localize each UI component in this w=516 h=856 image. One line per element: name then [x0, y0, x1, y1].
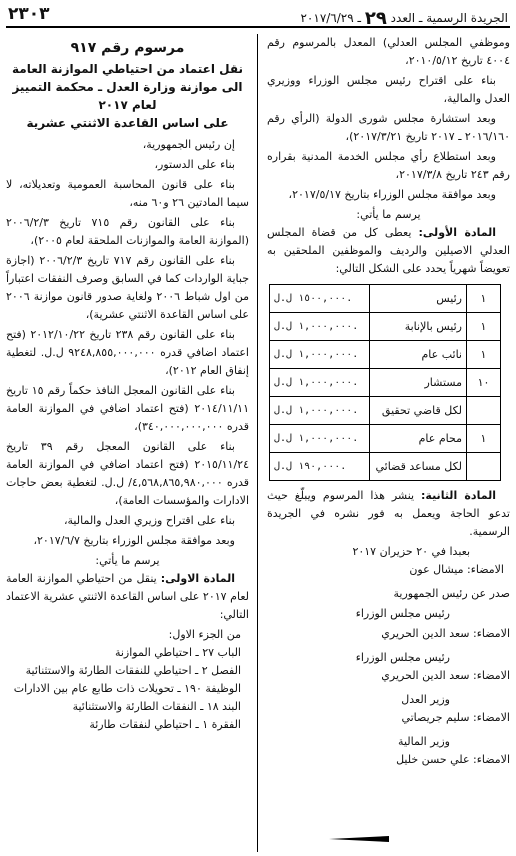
decree-title: مرسوم رقم ٩١٧ [70, 40, 185, 56]
journal-date: ـ ٢٠١٧/٦/٢٩ [300, 11, 362, 25]
article-1-label: المادة الأولى: [418, 226, 497, 239]
table-row [270, 341, 501, 369]
preamble-paragraph: بناء على قانون المحاسبة العمومية وتعديلاته، لا سيما المادتين ٢٦ و٦٠ منه، [6, 178, 249, 209]
table-cell-amount: ١,٠٠٠,٠٠٠ ل.ل. [270, 425, 370, 453]
issue-date-line: بعبدا في ٢٠ حزيران ٢٠١٧ [352, 545, 470, 558]
decree-subject-line: لعام ٢٠١٧ [98, 98, 157, 112]
pm-title: رئيس مجلس الوزراء [355, 607, 450, 620]
column-divider [257, 34, 258, 852]
preamble-paragraph: وبعد موافقة مجلس الوزراء بتاريخ ٢٠١٧/٦/٧، [33, 534, 235, 547]
finance-minister-title: وزير المالية [398, 735, 450, 748]
intro-paragraph: وبعد استطلاع رأي مجلس الخدمة المدنية بقراره رقم ٢٤٣ تاريخ ٢٠١٧/٣/٨، [267, 150, 510, 181]
table-cell-role: لكل قاضي تحقيق [370, 397, 467, 425]
table-cell-amount: ١٩٠,٠٠٠ ل.ل. [270, 453, 370, 481]
table-cell-count: ١ [467, 341, 501, 369]
appropriation-item: البند ١٨ ـ النفقات الطارئة والاستثنائية [72, 700, 241, 713]
preamble-paragraph: بناء على القانون رقم ٢٣٨ تاريخ ٢٠١٢/١٠/٢٢ (فتح اعتماد اضافي قدره ٩٢٤٨,٨٥٥,٠٠٠,٠٠٠ ل.ل. لتغطية إنفاق العام ٢٠١٢)، [6, 328, 249, 377]
table-cell-role: رئيس بالإنابة [370, 313, 467, 341]
table-cell-count: ١٠ [467, 369, 501, 397]
article-1 [267, 224, 510, 278]
table-row [270, 453, 501, 481]
article-2-label: المادة الثانية: [421, 489, 496, 502]
table-cell-role: لكل مساعد قضائي [370, 453, 467, 481]
decree-subject-line: الى موازنة وزارة العدل ـ محكمة التمييز [12, 80, 243, 94]
preamble-paragraph: بناء على القانون رقم ٧١٧ تاريخ ٢٠٠٦/٢/٣ (اجازة جباية الواردات كما في السابق وصرف النفقات اعتباراً من اول شباط ٢٠٠٦ ولغاية صدور قانون موازنة ٢٠٠٦ على اساس القاعدة الاثنتي عشرية)، [6, 254, 249, 321]
table-cell-role: رئيس [370, 285, 467, 313]
signature-justice-minister: الامضاء: سليم جريصاتي [401, 711, 510, 724]
table-cell-count: ١ [467, 313, 501, 341]
end-of-decree-mark [329, 836, 389, 842]
table-cell-count: ١ [467, 425, 501, 453]
table-cell-role: نائب عام [370, 341, 467, 369]
table-row [270, 369, 501, 397]
decrees-label: يرسم ما يأتي: [95, 554, 160, 567]
preamble-paragraph: بناء على القانون المعجل النافذ حكماً رقم ١٥ تاريخ ٢٠١٤/١١/١١ (فتح اعتماد اضافي في الموازنة العامة قدره ٣٤٠,٠٠٠,٠٠٠,٠٠٠)، [6, 384, 249, 433]
preamble-paragraph: بناء على القانون المعجل رقم ٣٩ تاريخ ٢٠١٥/١١/٢٤ (فتح اعتماد اضافي في الموازنة العامة قدره ٤,٥٦٨,٨٦٥,٩٨٠,٠٠٠/ ل.ل. لتغطية بعض حاجات الادارات والمؤسسات العامة)، [6, 440, 249, 507]
table-cell-count [467, 453, 501, 481]
compensation-table [269, 284, 501, 481]
table-cell-amount: ١,٠٠٠,٠٠٠ ل.ل. [270, 397, 370, 425]
decree-subject-line: نقل اعتماد من احتياطي الموازنة العامة [12, 62, 243, 76]
table-cell-amount: ١,٠٠٠,٠٠٠ ل.ل. [270, 313, 370, 341]
table-cell-amount: ١,٠٠٠,٠٠٠ ل.ل. [270, 341, 370, 369]
signature-president: الامضاء: ميشال عون [409, 563, 504, 576]
table-row [270, 285, 501, 313]
table-row [270, 397, 501, 425]
appropriation-item: الباب ٢٧ ـ احتياطي الموازنة [114, 646, 241, 659]
intro-paragraph: وموظفي المجلس العدلي) المعدل بالمرسوم رقم ٤٠٠٤ تاريخ ٢٠١٠/٥/١٢، [267, 36, 510, 67]
table-cell-amount: ١,٠٠٠,٠٠٠ ل.ل. [270, 369, 370, 397]
table-cell-role: مستشار [370, 369, 467, 397]
article-1 [6, 570, 249, 624]
table-cell-count [467, 397, 501, 425]
decree-subject-line: على اساس القاعدة الاثنتي عشرية [26, 116, 229, 130]
signature-pm-2: الامضاء: سعد الدين الحريري [381, 669, 510, 682]
preamble-paragraph: بناء على الدستور، [154, 158, 235, 171]
preamble-paragraph: بناء على القانون رقم ٧١٥ تاريخ ٢٠٠٦/٢/٣ (الموازنة العامة والموازنات الملحقة لعام ٢٠٠٥)، [6, 216, 249, 247]
table-cell-amount: ١٥٠٠,٠٠٠ ل.ل. [270, 285, 370, 313]
article-2 [267, 487, 510, 541]
justice-minister-title: وزير العدل [401, 693, 450, 706]
page-number: ٢٣٠٣ [8, 4, 50, 24]
table-cell-role: محام عام [370, 425, 467, 453]
decrees-label: يرسم ما يأتي: [356, 208, 421, 221]
article-1-text: يعطى كل من قضاة المجلس العدلي الاصيلين والرديف والموظفين الملحقين به تعويضاً شهرياً يحدد على الشكل التالي: [267, 226, 510, 275]
appropriation-item: الوظيفة ١٩٠ ـ تحويلات ذات طابع عام بين الادارات [13, 682, 241, 695]
appropriation-item: الفقرة ١ ـ احتياطي لنفقات طارئة [89, 718, 241, 731]
journal-title [300, 8, 508, 29]
article-2-text: ينشر هذا المرسوم ويبلّغ حيث تدعو الحاجة ويعمل به فور نشره في الجريدة الرسمية. [267, 489, 510, 538]
pm-title-2: رئيس مجلس الوزراء [355, 651, 450, 664]
table-cell-count: ١ [467, 285, 501, 313]
signature-pm: الامضاء: سعد الدين الحريري [381, 627, 510, 640]
article-1-text: ينقل من احتياطي الموازنة العامة لعام ٢٠١٧ على اساس القاعدة الاثنتي عشرية الاعتماد التالي: [6, 572, 249, 621]
preamble-paragraph: إن رئيس الجمهورية، [142, 138, 235, 151]
intro-paragraph: بناء على اقتراح رئيس مجلس الوزراء ووزيري العدل والمالية، [267, 74, 510, 105]
signature-finance-minister: الامضاء: علي حسن خليل [396, 753, 510, 766]
table-row [270, 313, 501, 341]
issued-by-president: صدر عن رئيس الجمهورية [393, 587, 510, 600]
page-header [6, 4, 510, 28]
table-row [270, 425, 501, 453]
left-column [6, 34, 249, 852]
issue-number: ٢٩ [364, 8, 387, 29]
article-1-label: المادة الاولى: [160, 572, 235, 585]
appropriation-item: الفصل ٢ ـ احتياطي للنفقات الطارئة والاستثنائية [25, 664, 241, 677]
journal-prefix: الجريدة الرسمية ـ العدد [390, 11, 508, 25]
appropriation-item: من الجزء الاول: [168, 628, 241, 641]
intro-paragraph: وبعد موافقة مجلس الوزراء بتاريخ ٢٠١٧/٥/١٧، [288, 188, 496, 201]
preamble-paragraph: بناء على اقتراح وزيري العدل والمالية، [63, 514, 235, 527]
right-column [267, 34, 510, 852]
intro-paragraph: وبعد استشارة مجلس شورى الدولة (الرأي رقم ٢٠١٦/١٦٠ ـ ٢٠١٧ تاريخ ٢٠١٧/٣/٢١)، [267, 112, 510, 143]
